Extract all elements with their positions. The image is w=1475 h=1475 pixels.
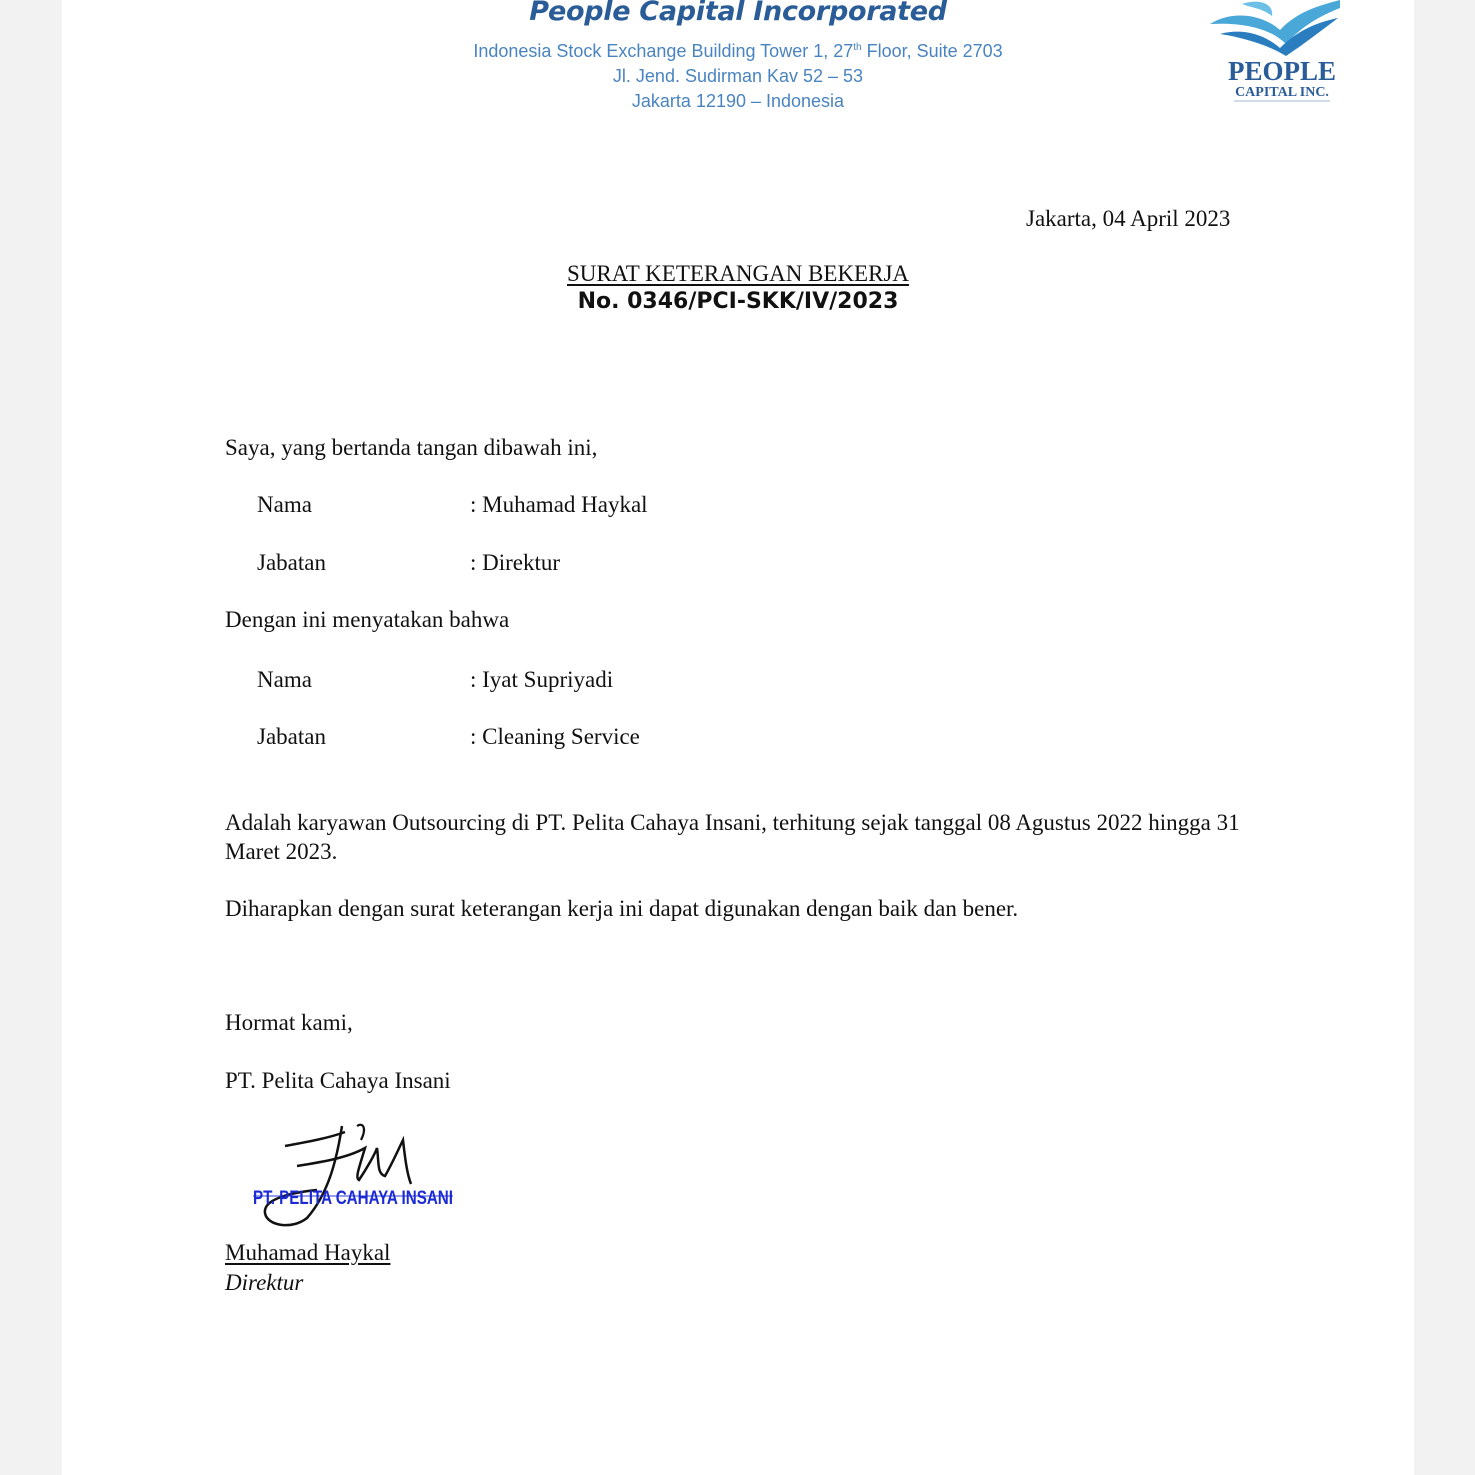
logo-swirl (1242, 2, 1272, 16)
signer-position-value: : Direktur (470, 550, 561, 575)
letter-number: No. 0346/PCI-SKK/IV/2023 (577, 289, 899, 314)
purpose-statement: Diharapkan dengan surat keterangan kerja ini dapat digunakan dengan baik dan bener. (225, 896, 1019, 921)
signing-company: PT. Pelita Cahaya Insani (225, 1068, 451, 1093)
logo-text-sub: CAPITAL INC. (1235, 85, 1329, 100)
signature-stroke (265, 1126, 342, 1225)
signer-name-value: : Muhamad Haykal (470, 492, 648, 517)
document-page (62, 0, 1414, 1475)
employee-name-value: : Iyat Supriyadi (470, 667, 614, 692)
employee-intro: Dengan ini menyatakan bahwa (225, 607, 510, 632)
logo-text-main: PEOPLE (1227, 56, 1337, 86)
signer-name-label: Nama (257, 492, 312, 517)
logo-wing-shape (1210, 0, 1340, 44)
signature-signer-name: Muhamad Haykal (225, 1240, 391, 1265)
letterhead-address-line-1: Indonesia Stock Exchange Building Tower 1, 27th Floor, Suite 2703 (473, 41, 1003, 61)
signature-signer-title: Direktur (225, 1270, 304, 1295)
letterhead-address-line-3: Jakarta 12190 – Indonesia (631, 91, 845, 111)
signature-stroke (285, 1132, 345, 1146)
employee-position-label: Jabatan (257, 724, 326, 749)
signature-stamp (247, 1118, 457, 1233)
signature-stroke (357, 1125, 364, 1140)
closing-salutation: Hormat kami, (225, 1010, 353, 1035)
employee-name-label: Nama (257, 667, 312, 692)
signature-stroke (297, 1140, 411, 1184)
employment-statement: Adalah karyawan Outsourcing di PT. Pelita Cahaya Insani, terhitung sejak tanggal 08 Agustus 2022 hingga 31 Maret 2023. (225, 810, 1240, 864)
people-capital-logo (1202, 0, 1342, 110)
employee-position-value: : Cleaning Service (470, 724, 640, 749)
letterhead-company-name: People Capital Incorporated (529, 0, 947, 27)
stamp-text: PT. PELITA CAHAYA INSANI (253, 1188, 453, 1209)
letterhead-address-line-2: Jl. Jend. Sudirman Kav 52 – 53 (612, 66, 864, 86)
letter-date: Jakarta, 04 April 2023 (1026, 206, 1231, 231)
signer-position-label: Jabatan (257, 550, 326, 575)
letter-title: SURAT KETERANGAN BEKERJA (566, 261, 910, 286)
signer-intro: Saya, yang bertanda tangan dibawah ini, (225, 435, 598, 460)
